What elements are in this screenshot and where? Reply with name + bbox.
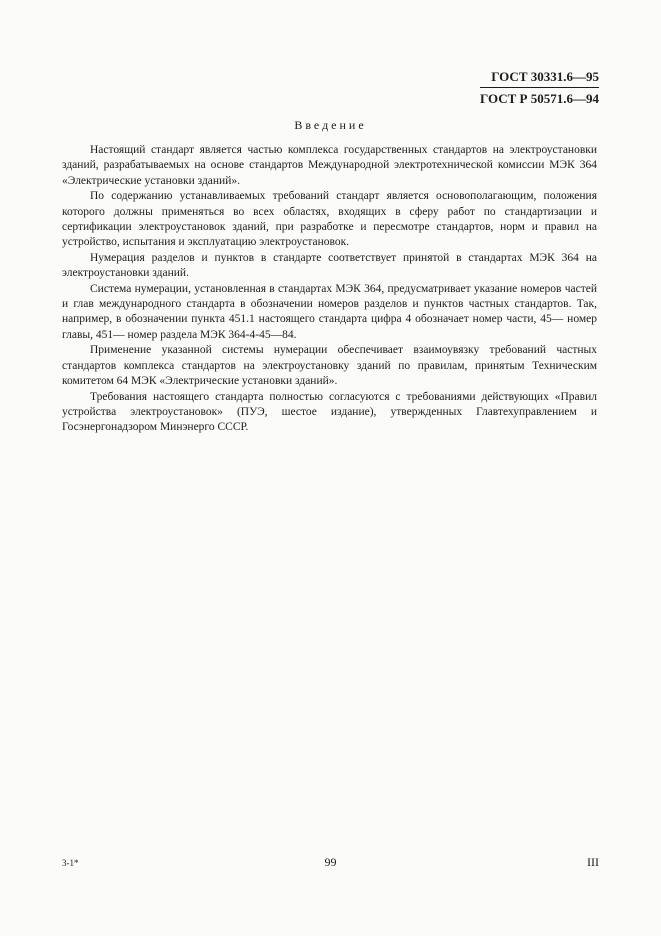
introduction-body	[62, 143, 597, 436]
section-title: Введение	[294, 118, 367, 132]
paragraph: Требования настоящего стандарта полностью согласуются с требованиями действующих «Правил устройства электроустановок» (ПУЭ, шестое издание), утвержденных Главтехуправлением и Госэнергонадзором Минэнерго СССР.	[62, 390, 597, 434]
paragraph: По содержанию устанавливаемых требований стандарт является основополагающим, положения которого должны применяться во всех областях, входящих в сферу работ по стандартизации и сертификации электроустановок зданий, при разработке и пересмотре стандартов, норм и правил на устройство, испытания и эксплуатацию электроустановок.	[62, 190, 597, 249]
roman-page-number: III	[587, 855, 599, 869]
standard-designation-header	[480, 66, 599, 109]
print-signature-mark: 3-1*	[62, 858, 79, 868]
standard-code-gost-r: ГОСТ Р 50571.6—94	[480, 91, 599, 106]
paragraph: Система нумерации, установленная в стандартах МЭК 364, предусматривает указание номеров частей и глав международного стандарта в обозначении номеров разделов и пунктов частных стандартов. Так, например, в обозначении пункта 451.1 настоящего стандарта цифра 4 обозначает номер части, 45— номер главы, 451— номер раздела МЭК 364-4-45—84.	[62, 282, 597, 341]
standard-code-gost: ГОСТ 30331.6—95	[491, 69, 599, 84]
paragraph: Нумерация разделов и пунктов в стандарте соответствует принятой в стандартах МЭК 364 на электроустановки зданий.	[62, 251, 597, 280]
paragraph: Применение указанной системы нумерации обеспечивает взаимоувязку требований частных стандартов комплекса стандартов на электроустановку зданий по правилам, принятым Техническим комитетом 64 МЭК «Электрические установки зданий».	[62, 344, 597, 388]
paragraph: Настоящий стандарт является частью комплекса государственных стандартов на электроустановки зданий, разрабатываемых на основе стандартов Международной электротехнической комиссии МЭК 364 «Электрические установки зданий».	[62, 144, 597, 187]
page-number: 99	[324, 855, 337, 869]
